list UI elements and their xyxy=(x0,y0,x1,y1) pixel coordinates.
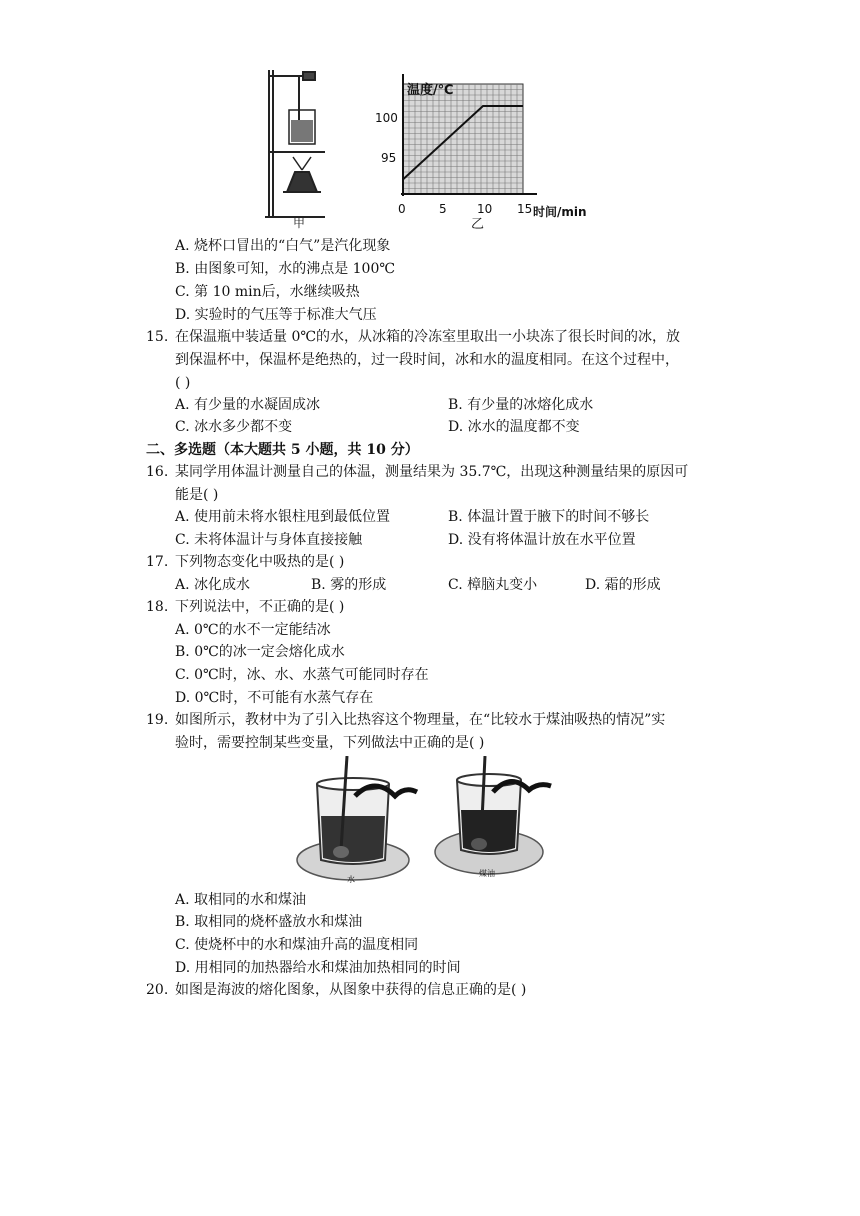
q18-option-a: A. 0℃的水不一定能结冰 xyxy=(175,622,331,638)
y-tick-100: 100 xyxy=(375,111,398,125)
beaker-figure xyxy=(295,756,555,890)
q18-option-d: D. 0℃时，不可能有水蒸气存在 xyxy=(175,690,374,706)
q20-number: 20. xyxy=(146,982,169,998)
q15-option-c: C. 冰水多少都不变 xyxy=(175,419,293,435)
q19-option-c: C. 使烧杯中的水和煤油升高的温度相同 xyxy=(175,937,419,953)
q17-option-a: A. 冰化成水 xyxy=(175,577,251,593)
q15-stem-line3: ( ) xyxy=(175,375,191,391)
q15-option-d: D. 冰水的温度都不变 xyxy=(448,419,580,435)
q19-stem-line1: 如图所示，教材中为了引入比热容这个物理量，在“比较水于煤油吸热的情况”实 xyxy=(175,712,666,728)
section-heading-multiple-choice: 二、多选题（本大题共 5 小题，共 10 分） xyxy=(146,442,419,458)
y-axis-label: 温度/℃ xyxy=(407,83,454,98)
q15-option-a: A. 有少量的水凝固成冰 xyxy=(175,397,321,413)
water-beaker xyxy=(297,756,417,880)
q18-number: 18. xyxy=(146,599,169,615)
label-jia: 甲 xyxy=(293,216,306,230)
q15-stem-line1: 在保温瓶中装适量 0℃的水，从冰箱的冷冻室里取出一小块冻了很长时间的冰，放 xyxy=(175,329,681,345)
q16-option-b: B. 体温计置于腋下的时间不够长 xyxy=(448,509,650,525)
temperature-chart xyxy=(375,74,587,232)
x-tick-0: 0 xyxy=(398,202,406,216)
q14-option-b: B. 由图象可知，水的沸点是 100℃ xyxy=(175,261,396,277)
q14-option-d: D. 实验时的气压等于标准大气压 xyxy=(175,307,377,323)
kerosene-beaker xyxy=(435,756,551,874)
q19-option-d: D. 用相同的加热器给水和煤油加热相同的时间 xyxy=(175,960,461,976)
q16-number: 16. xyxy=(146,464,169,480)
q17-option-d: D. 霜的形成 xyxy=(585,577,661,593)
q16-option-c: C. 未将体温计与身体直接接触 xyxy=(175,532,363,548)
q20-stem: 如图是海波的熔化图象，从图象中获得的信息正确的是( ) xyxy=(175,982,527,998)
x-tick-15: 15 xyxy=(517,202,533,216)
q16-option-a: A. 使用前未将水银柱甩到最低位置 xyxy=(175,509,391,525)
y-tick-95: 95 xyxy=(381,151,397,165)
q19-stem-line2: 验时，需要控制某些变量，下列做法中正确的是( ) xyxy=(175,735,485,751)
q18-stem: 下列说法中，不正确的是( ) xyxy=(175,599,345,615)
q17-option-c: C. 樟脑丸变小 xyxy=(448,577,538,593)
label-yi: 乙 xyxy=(471,217,485,232)
q15-stem-line2: 到保温杯中，保温杯是绝热的，过一段时间，冰和水的温度相同。在这个过程中， xyxy=(175,352,679,368)
q17-number: 17. xyxy=(146,554,169,570)
kerosene-label: 煤油 xyxy=(479,869,495,878)
x-tick-5: 5 xyxy=(439,202,447,216)
q15-option-b: B. 有少量的冰熔化成水 xyxy=(448,397,594,413)
q16-option-d: D. 没有将体温计放在水平位置 xyxy=(448,532,636,548)
q19-number: 19. xyxy=(146,712,169,728)
boiling-apparatus xyxy=(265,70,325,217)
q16-stem-line2: 能是( ) xyxy=(175,487,219,503)
q16-stem-line1: 某同学用体温计测量自己的体温，测量结果为 35.7℃，出现这种测量结果的原因可 xyxy=(175,464,689,480)
x-axis-label: 时间/min xyxy=(533,205,587,219)
q19-option-a: A. 取相同的水和煤油 xyxy=(175,892,307,908)
q19-option-b: B. 取相同的烧杯盛放水和煤油 xyxy=(175,914,363,930)
x-tick-10: 10 xyxy=(477,202,493,216)
q15-number: 15. xyxy=(146,329,169,345)
top-figure xyxy=(255,62,615,232)
q18-option-b: B. 0℃的冰一定会熔化成水 xyxy=(175,644,345,660)
q17-option-b: B. 雾的形成 xyxy=(311,577,387,593)
q18-option-c: C. 0℃时，冰、水、水蒸气可能同时存在 xyxy=(175,667,429,683)
water-label: 水 xyxy=(347,875,355,884)
q14-option-c: C. 第 10 min后，水继续吸热 xyxy=(175,284,360,300)
q14-option-a: A. 烧杯口冒出的“白气”是汽化现象 xyxy=(175,238,391,254)
q17-stem: 下列物态变化中吸热的是( ) xyxy=(175,554,345,570)
